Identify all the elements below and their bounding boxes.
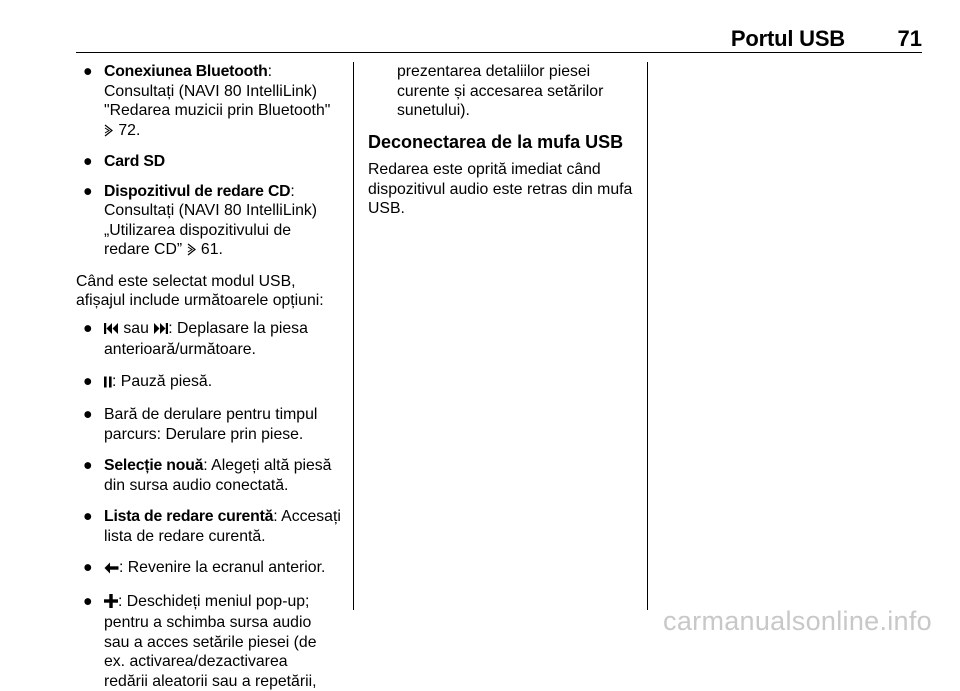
column-divider bbox=[647, 62, 648, 610]
options-list bbox=[76, 319, 348, 691]
section-title: Portul USB bbox=[731, 26, 845, 52]
bullet: ● bbox=[83, 558, 93, 578]
item-title: Conexiunea Bluetooth bbox=[104, 63, 268, 80]
skip-previous-icon bbox=[104, 321, 119, 341]
page-number: 71 bbox=[898, 26, 922, 52]
left-column bbox=[76, 62, 348, 691]
column-divider bbox=[353, 62, 354, 610]
page-ref: 61. bbox=[201, 241, 223, 258]
page-ref: 72. bbox=[118, 122, 140, 139]
bullet: ● bbox=[83, 152, 93, 172]
section-heading: Deconectarea de la mufa USB bbox=[368, 133, 642, 153]
bullet: ● bbox=[83, 456, 93, 476]
list-item: ● : Revenire la ecranul anterior. bbox=[76, 558, 348, 580]
list-item: ● Lista de redare curentă: Accesați lista de redare curentă. bbox=[76, 507, 348, 546]
item-title: Lista de redare curentă bbox=[104, 508, 273, 525]
continued-text: prezentarea detaliilor piesei curente și accesarea setărilor sunetului). bbox=[368, 62, 642, 121]
bullet: ● bbox=[83, 592, 93, 612]
page-header bbox=[0, 0, 960, 60]
list-item: ● Selecție nouă: Alegeți altă piesă din sursa audio conectată. bbox=[76, 456, 348, 495]
bullet: ● bbox=[83, 319, 93, 339]
skip-next-icon bbox=[153, 321, 168, 341]
list-item: ● sau : Deplasare la piesa anterioară/următoare. bbox=[76, 319, 348, 360]
list-item: ● Bară de derulare pentru timpul parcurs: Derulare prin piese. bbox=[76, 405, 348, 444]
page-reference-arrow-icon bbox=[187, 242, 197, 262]
list-item bbox=[76, 152, 348, 172]
bullet: ● bbox=[83, 62, 93, 82]
source-list bbox=[76, 62, 348, 262]
bullet: ● bbox=[83, 507, 93, 527]
intro-paragraph: Când este selectat modul USB, afișajul include următoarele opțiuni: bbox=[76, 272, 348, 311]
list-item: ● : Deschideți meniul pop-up; pentru a schimba sursa audio sau a acces setările piesei (de ex. activarea/dezactivarea redării aleatorii sau a repetării, bbox=[76, 592, 348, 691]
bullet: ● bbox=[83, 405, 93, 425]
list-item: ● Dispozitivul de redare CD: Consultați (NAVI 80 IntelliLink) „Utilizarea dispozitivului de redare CD” 61. bbox=[76, 182, 348, 262]
bullet: ● bbox=[83, 182, 93, 202]
list-item: ● Conexiunea Bluetooth: Consultați (NAVI 80 IntelliLink) "Redarea muzicii prin Bluetooth" 72. bbox=[76, 62, 348, 142]
item-title: Dispozitivul de redare CD bbox=[104, 183, 290, 200]
plus-cross-icon bbox=[104, 594, 118, 614]
page-reference-arrow-icon bbox=[104, 123, 114, 143]
item-title: Card SD bbox=[104, 153, 165, 170]
middle-column bbox=[368, 62, 642, 219]
header-rule bbox=[76, 52, 922, 53]
list-item: ● : Pauză piesă. bbox=[76, 372, 348, 394]
pause-icon bbox=[104, 374, 112, 394]
body-paragraph: Redarea este oprită imediat când dispozitivul audio este retras din mufa USB. bbox=[368, 160, 642, 219]
bullet: ● bbox=[83, 372, 93, 392]
watermark: carmanualsonline.info bbox=[663, 606, 932, 637]
item-title: Selecție nouă bbox=[104, 457, 203, 474]
back-arrow-icon bbox=[104, 560, 119, 580]
